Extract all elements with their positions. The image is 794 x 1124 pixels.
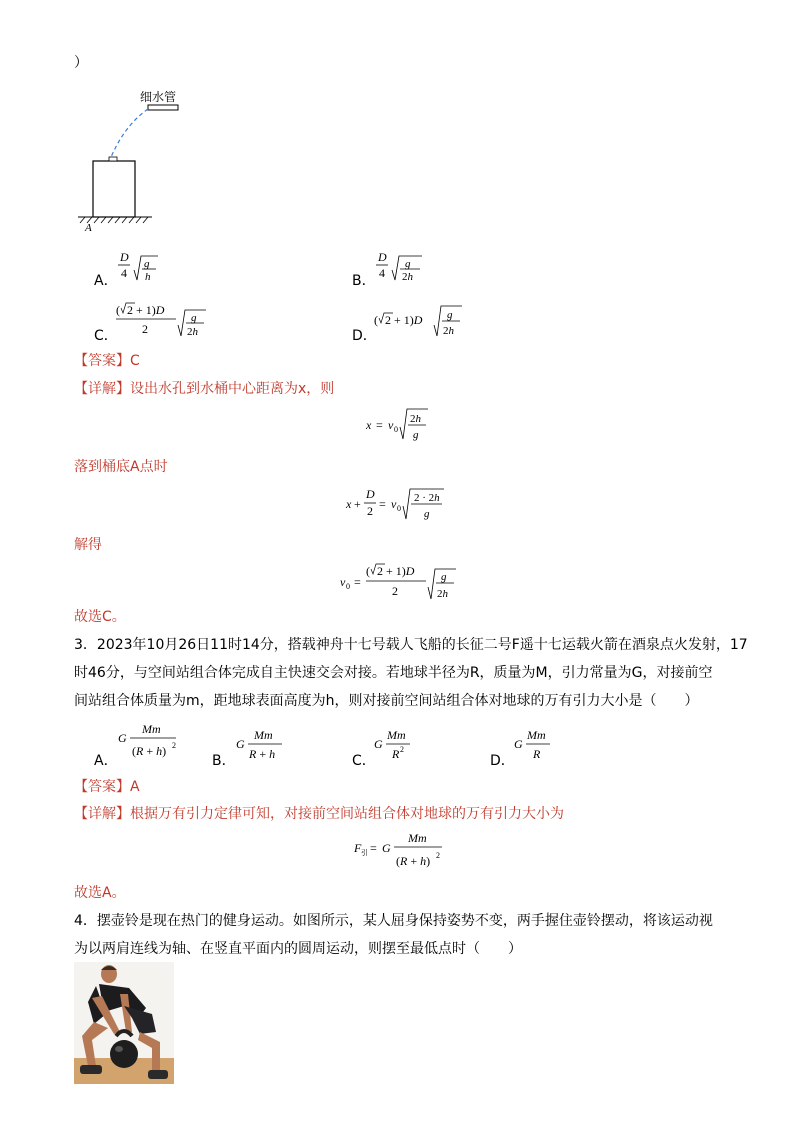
svg-text:(: ( — [366, 564, 370, 578]
svg-text:Mm: Mm — [142, 722, 161, 736]
svg-text:G: G — [374, 737, 383, 751]
q3-text-line2: 时46分，与空间站组合体完成自主快速交会对接。若地球半径为R，质量为M，引力常量为G，对接前空 — [74, 665, 713, 681]
formula-v0 — [338, 561, 468, 605]
detail-text: 根据万有引力定律可知，对接前空间站组合体对地球的万有引力大小为 — [130, 806, 564, 822]
svg-text:D: D — [378, 250, 387, 264]
q4-text-line2: 为以两肩连线为轴、在竖直平面内的圆周运动，则摆至最低点时（ ） — [74, 941, 522, 957]
q2-option-d-label: D． — [352, 328, 377, 344]
svg-text:(: ( — [116, 303, 120, 317]
svg-text:2 + 1)D: 2 + 1)D — [127, 303, 165, 317]
svg-text:g: g — [191, 312, 197, 324]
svg-text:0: 0 — [346, 582, 350, 591]
svg-text:g: g — [405, 258, 411, 270]
svg-text:g: g — [424, 508, 430, 520]
svg-text:D: D — [120, 250, 129, 264]
svg-text:2h: 2h — [437, 588, 448, 600]
svg-text:G: G — [514, 737, 523, 751]
answer-value: C — [130, 353, 140, 369]
q3-answer — [74, 778, 140, 796]
svg-text:R: R — [392, 747, 400, 761]
q2-option-d-formula — [372, 298, 467, 340]
svg-text:h: h — [145, 271, 151, 283]
q2-option-a-label: A． — [94, 273, 118, 289]
svg-text:Mm: Mm — [254, 728, 273, 742]
svg-text:+: + — [354, 497, 361, 511]
svg-text:=: = — [379, 497, 386, 511]
q2-answer — [74, 352, 140, 370]
svg-text:0: 0 — [397, 504, 401, 513]
point-a-label: A — [85, 222, 92, 234]
svg-text:G: G — [236, 737, 245, 751]
q3-option-d-formula — [512, 726, 557, 766]
svg-text:x: x — [346, 497, 352, 511]
svg-text:2: 2 — [436, 851, 440, 860]
svg-text:2h: 2h — [443, 325, 454, 337]
q4-text-line1: 4．摆壶铃是现在热门的健身运动。如图所示，某人屈身保持姿势不变，两手握住壶铃摆动，将该运动视 — [74, 913, 713, 929]
q2-option-b-formula — [372, 248, 428, 284]
svg-text:Mm: Mm — [387, 728, 406, 742]
answer-tag: 【答案】 — [74, 353, 130, 369]
svg-text:=: = — [354, 575, 361, 589]
svg-text:v: v — [340, 575, 346, 589]
q3-option-b-formula — [234, 726, 290, 766]
svg-text:(R + h): (R + h) — [132, 744, 167, 758]
svg-text:g: g — [144, 258, 150, 270]
svg-text:R: R — [533, 747, 541, 761]
q2-solve-text: 解得 — [74, 537, 102, 553]
q2-option-a-formula — [114, 248, 164, 284]
q3-option-c-label: C． — [352, 753, 376, 769]
q2-conclusion: 故选C。 — [74, 609, 126, 625]
kettlebell-photo — [74, 962, 174, 1084]
q3-option-a-label: A． — [94, 753, 118, 769]
svg-text:2 · 2h: 2 · 2h — [414, 492, 440, 504]
svg-text:Mm: Mm — [408, 831, 427, 845]
svg-text:D: D — [366, 487, 375, 501]
q3-text-line3: 间站组合体质量为m，距地球表面高度为h，则对接前空间站组合体对地球的万有引力大小是（ ） — [74, 693, 699, 709]
continuation-paren: ） — [74, 55, 88, 71]
q3-option-d-label: D． — [490, 753, 515, 769]
svg-text:G: G — [118, 731, 127, 745]
svg-text:4: 4 — [379, 266, 385, 280]
bucket-figure — [70, 85, 200, 235]
svg-text:2h: 2h — [402, 271, 413, 283]
q3-text-line1: 3．2023年10月26日11时14分，搭载神舟十七号载人飞船的长征二号F遥十七运载火箭在酒泉点火发射，17 — [74, 637, 748, 653]
formula-x-plus-d — [344, 483, 454, 525]
q2-detail — [74, 380, 334, 398]
svg-text:g: g — [413, 429, 419, 441]
svg-text:2: 2 — [172, 741, 176, 750]
svg-text:引: 引 — [361, 849, 368, 857]
svg-text:v: v — [391, 497, 397, 511]
svg-text:2h: 2h — [187, 326, 198, 338]
svg-text:2 + 1)D: 2 + 1)D — [385, 313, 423, 327]
svg-text:g: g — [447, 309, 453, 321]
svg-text:2h: 2h — [410, 413, 421, 425]
svg-text:(R + h): (R + h) — [396, 854, 431, 868]
svg-text:0: 0 — [394, 425, 398, 434]
svg-text:v: v — [388, 418, 394, 432]
q2-option-c-formula — [114, 300, 209, 340]
detail-tag: 【详解】 — [74, 806, 130, 822]
q3-option-a-formula — [114, 720, 189, 764]
svg-text:=: = — [370, 841, 377, 855]
pipe-label: 细水管 — [140, 90, 177, 104]
svg-text:2 + 1)D: 2 + 1)D — [377, 564, 415, 578]
svg-text:=: = — [376, 418, 383, 432]
svg-text:2: 2 — [400, 745, 404, 754]
q3-option-c-formula — [372, 726, 417, 766]
detail-text: 设出水孔到水桶中心距离为x，则 — [130, 381, 335, 397]
answer-value: A — [130, 779, 140, 795]
q3-detail — [74, 805, 564, 823]
svg-text:(: ( — [374, 313, 378, 327]
svg-text:2: 2 — [392, 584, 398, 598]
svg-text:4: 4 — [121, 266, 127, 280]
svg-text:2: 2 — [142, 322, 148, 336]
q3-option-b-label: B． — [212, 753, 236, 769]
q2-option-b-label: B． — [352, 273, 376, 289]
svg-text:2: 2 — [367, 504, 373, 518]
q2-option-c-label: C． — [94, 328, 118, 344]
svg-text:R + h: R + h — [249, 747, 276, 761]
q2-fall-text: 落到桶底A点时 — [74, 459, 168, 475]
svg-text:F: F — [354, 841, 362, 855]
svg-text:x: x — [366, 418, 372, 432]
svg-text:g: g — [441, 571, 447, 583]
svg-text:G: G — [382, 841, 391, 855]
q3-conclusion: 故选A。 — [74, 885, 126, 901]
formula-x — [364, 405, 444, 445]
svg-text:Mm: Mm — [527, 728, 546, 742]
answer-tag: 【答案】 — [74, 779, 130, 795]
formula-gravity — [352, 828, 452, 874]
detail-tag: 【详解】 — [74, 381, 130, 397]
